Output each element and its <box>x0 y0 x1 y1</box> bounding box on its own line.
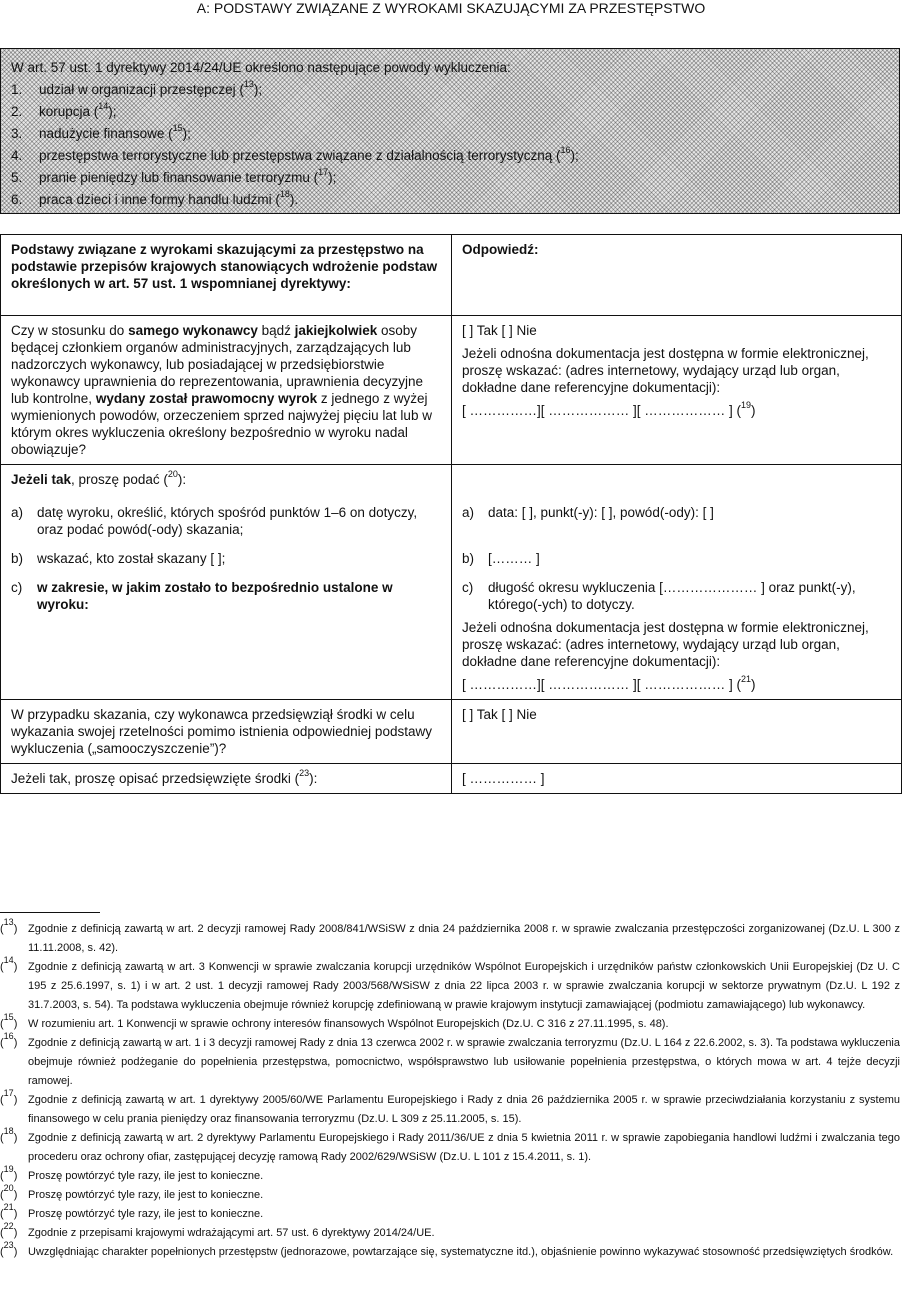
footnote-ref: 13 <box>243 78 254 89</box>
c-answer[interactable]: c) długość okresu wykluczenia [………………… ] oraz punkt(-y), którego(-ych) to dotyczy. <box>462 580 856 612</box>
footnote-divider <box>0 912 100 913</box>
footnote-ref: 18 <box>279 188 290 199</box>
q2-yes-no-checkbox[interactable]: [ ] Tak [ ] Nie <box>452 700 902 764</box>
footnote: ($^{21}$) Proszę powtórzyć tyle razy, ile jest to konieczne. <box>0 1202 264 1220</box>
q3-question: Jeżeli tak, proszę opisać przedsięwzięte środki ($^{23}$): <box>1 764 452 794</box>
if-yes-label: Jeżeli tak, proszę podać ($^{20}$): <box>1 465 452 499</box>
c-doc-text: Jeżeli odnośna dokumentacja jest dostępna w formie elektronicznej, proszę wskazać: (adres internetowy, wydający urząd lub organ, dokładne dane referencyjne dokumentacji): <box>462 620 869 669</box>
exclusion-grounds-box <box>0 48 900 214</box>
table-header-row <box>1 235 902 316</box>
exclusion-grounds-list <box>11 79 889 211</box>
footnote-ref: 14 <box>98 100 109 111</box>
footnote-ref: 15 <box>172 122 183 133</box>
footnote: ($^{16}$) Zgodnie z definicją zawartą w art. 1 i 3 decyzji ramowej Rady z dnia 13 czerwca 2002 r. w sprawie zwalczania terroryzmu (Dz.U. L 164 z 22.6.2002, s. 3). Ta podstawa wykluczenia obejmuje również podżeganie do popełnienia przestępstwa, pomocnictwo, współsprawstwo lub usiłowanie popełnienia przestępstwa, o których mowa w art. 4 tejże decyzji ramowej. <box>0 1031 900 1087</box>
footnote: ($^{19}$) Proszę powtórzyć tyle razy, ile jest to konieczne. <box>0 1164 264 1182</box>
intro-heading: W art. 57 ust. 1 dyrektywy 2014/24/UE określono następujące powody wykluczenia: <box>11 60 511 75</box>
footnote: ($^{14}$) Zgodnie z definicją zawartą w art. 3 Konwencji w sprawie zwalczania korupcji urzędników Wspólnot Europejskich i urzędników państw członkowskich Unii Europejskiej (Dz U. C 195 z 25.6.1997, s. 1) i w art. 2 ust. 1 decyzji ramowej Rady 2003/568/WSiSW z dnia 22 lipca 2003 r. w sprawie zwalczania korupcji w sektorze prywatnym (Dz.U. L 192 z 31.7.2003, s. 54). Ta podstawa wykluczenia obejmuje również korupcję zdefiniowaną w prawie krajowym instytucji zamawiającej (podmiotu zamawiającego) lub wykonawcy. <box>0 955 900 1011</box>
list-item: 6. praca dzieci i inne formy handlu ludźmi ($^{18}$). <box>11 188 299 207</box>
q1-doc-text: Jeżeli odnośna dokumentacja jest dostępna w formie elektronicznej, proszę wskazać: (adres internetowy, wydający urząd lub organ, dokładne dane referencyjne dokumentacji): <box>462 346 869 395</box>
a-question: a) datę wyroku, określić, których spośród punktów 1–6 on dotyczy, oraz podać powód(-ody) skazania; <box>1 498 452 544</box>
q1-question: Czy w stosunku do samego wykonawcy bądź jakiejkolwiek osoby będącej członkiem organów administracyjnych, zarządzających lub nadzorczych wykonawcy, lub posiadającej w przedsiębiorstwie wykonawcy uprawnienia do reprezentowania, uprawnienia decyzyjne lub kontrolne, wydany został prawomocny wyrok z jednego z wyżej wymienionych powodów, orzeczeniem sprzed najwyżej pięciu lat lub w którym okres wykluczenia określony bezpośrednio w wyroku nadal obowiązuje? <box>1 316 452 465</box>
table-row-q1 <box>1 316 902 465</box>
footnote: ($^{17}$) Zgodnie z definicją zawartą w art. 1 dyrektywy 2005/60/WE Parlamentu Europejskiego i Rady z dnia 26 października 2005 r. w sprawie przeciwdziałania korzystaniu z systemu finansowego w celu prania pieniędzy oraz finansowania terroryzmu (Dz.U. L 309 z 25.11.2005, s. 15). <box>0 1088 900 1125</box>
table-row-a <box>1 498 902 544</box>
table-row-q2 <box>1 700 902 764</box>
b-question: b) wskazać, kto został skazany [ ]; <box>1 544 452 573</box>
footnote-ref: 16 <box>560 144 571 155</box>
footnote: ($^{22}$) Zgodnie z przepisami krajowymi wdrażającymi art. 57 ust. 6 dyrektywy 2014/24/UE. <box>0 1221 435 1239</box>
questions-table <box>0 234 902 794</box>
q2-question: W przypadku skazania, czy wykonawca przedsięwziął środki w celu wykazania swojej rzetelności pomimo istnienia odpowiedniej podstawy wykluczenia („samooczyszczenie”)? <box>1 700 452 764</box>
header-left: Podstawy związane z wyrokami skazującymi za przestępstwo na podstawie przepisów krajowych stanowiących wdrożenie podstaw określonych w art. 57 ust. 1 wspomnianej dyrektywy: <box>1 235 452 316</box>
b-answer[interactable]: b) [……… ] <box>452 544 902 573</box>
section-title: A: PODSTAWY ZWIĄZANE Z WYROKAMI SKAZUJĄCYMI ZA PRZESTĘPSTWO <box>196 0 706 16</box>
header-right: Odpowiedź: <box>452 235 902 316</box>
footnotes <box>0 917 900 1262</box>
table-row-c <box>1 573 902 700</box>
table-row-b <box>1 544 902 573</box>
list-item: 1. udział w organizacji przestępczej ($^{13}$); <box>11 78 263 97</box>
footnote-ref: 20 <box>167 468 178 479</box>
footnote-ref: 17 <box>318 166 329 177</box>
footnote-ref: 21 <box>741 673 752 684</box>
q3-answer[interactable]: [ …………… ] <box>452 764 902 794</box>
footnote-ref: 19 <box>741 399 752 410</box>
a-answer[interactable]: a) data: [ ], punkt(-y): [ ], powód(-ody): [ ] <box>452 498 902 544</box>
table-row-q3 <box>1 764 902 794</box>
c-answer-cell <box>452 573 902 700</box>
list-item: 3. nadużycie finansowe ($^{15}$); <box>11 122 191 141</box>
table-row-if-yes <box>1 465 902 499</box>
footnote: ($^{18}$) Zgodnie z definicją zawartą w art. 2 dyrektywy Parlamentu Europejskiego i Rady 2011/36/UE z dnia 5 kwietnia 2011 r. w sprawie zapobiegania handlowi ludźmi i zwalczania tego procederu oraz ochrony ofiar, zastępującej decyzję ramową Rady 2002/629/WSiSW (Dz.U. L 101 z 15.4.2011, s. 1). <box>0 1126 900 1163</box>
footnote: ($^{20}$) Proszę powtórzyć tyle razy, ile jest to konieczne. <box>0 1183 264 1201</box>
list-item: 5. pranie pieniędzy lub finansowanie terroryzmu ($^{17}$); <box>11 166 337 185</box>
footnote: ($^{15}$) W rozumieniu art. 1 Konwencji w sprawie ochrony interesów finansowych Wspólnot Europejskich (Dz.U. C 316 z 27.11.1995, s. 48). <box>0 1012 669 1030</box>
q1-answer-cell <box>452 316 902 465</box>
footnote: ($^{13}$) Zgodnie z definicją zawartą w art. 2 decyzji ramowej Rady 2008/841/WSiSW z dnia 24 października 2008 r. w sprawie zwalczania przestępczości zorganizowanej (Dz.U. L 300 z 11.11.2008, s. 42). <box>0 917 900 954</box>
q1-yes-no-checkbox[interactable]: [ ] Tak [ ] Nie <box>462 323 537 338</box>
footnote-ref: 23 <box>299 767 310 778</box>
list-item: 2. korupcja ($^{14}$); <box>11 100 117 119</box>
q1-doc-fields[interactable]: [ ……………][ ……………… ][ ……………… ] ($^{19}$) <box>462 399 756 418</box>
c-question: c) w zakresie, w jakim zostało to bezpośrednio ustalone w wyroku: <box>1 573 452 700</box>
footnote: ($^{23}$) Uwzględniając charakter popełnionych przestępstw (jednorazowe, powtarzające się, systematyczne itd.), objaśnienie powinno wykazywać stosowność przedsięwziętych środków. <box>0 1240 894 1258</box>
c-doc-fields[interactable]: [ ……………][ ……………… ][ ……………… ] ($^{21}$) <box>462 673 756 692</box>
list-item: 4. przestępstwa terrorystyczne lub przestępstwa związane z działalnością terrorystyczną ($^{16}$); <box>11 144 579 163</box>
